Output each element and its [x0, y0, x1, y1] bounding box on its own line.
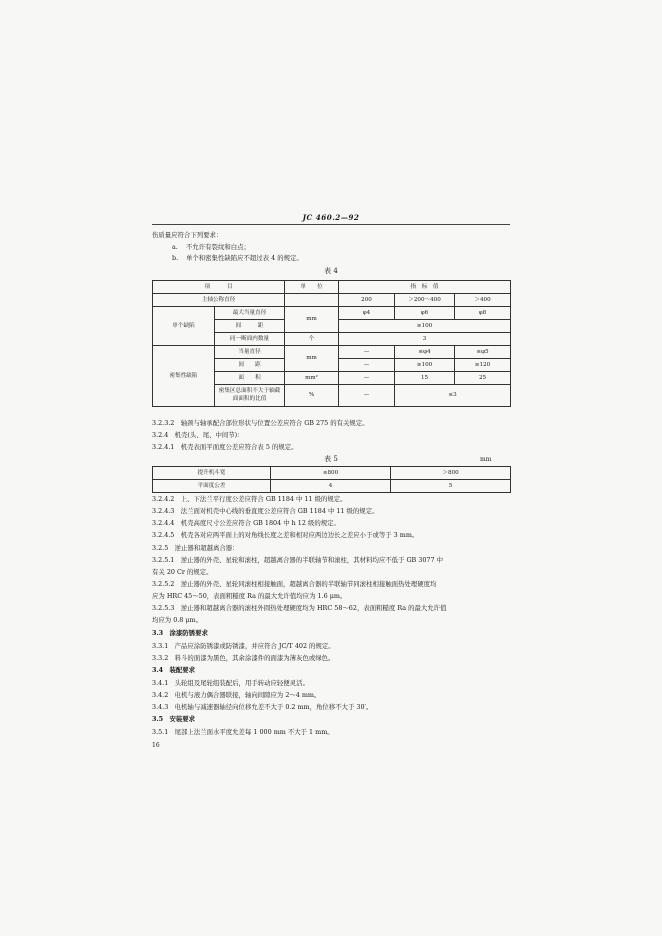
- t4-cell: —: [339, 346, 395, 359]
- section-heading: 3.4 装配要求: [152, 666, 196, 674]
- paragraph: 3.4.2 电机与液力偶合器联接，轴向间隙应为 2～4 mm。: [152, 691, 321, 699]
- t4-row-name: 同一断面内数量: [215, 333, 285, 346]
- item-a-mark: a.: [172, 243, 178, 251]
- t5-cell: 4: [271, 480, 391, 493]
- paragraph: 3.2.4 机壳(头、尾、中间节)：: [152, 431, 244, 439]
- t4-cell: ＞400: [455, 294, 511, 307]
- paragraph: 3.2.5.2 逆止器的外壳、星轮同滚柱相接触面，超越离合器的半联轴节同滚柱相接触面热处理硬度均: [152, 580, 437, 588]
- t4-dense-label: 密集性缺陷: [153, 346, 215, 407]
- item-b-text: 单个和密集性缺陷应不超过表 4 的规定。: [186, 254, 303, 262]
- t4-cell: ≥100: [395, 359, 455, 372]
- paragraph: 均应为 0.8 μm。: [152, 616, 203, 624]
- t4-row-name: 密集区总面积不大于轴截面面积的比值: [215, 385, 285, 407]
- t4-cell: 15: [395, 372, 455, 385]
- t4-unit: mm²: [285, 372, 339, 385]
- t4-cell: φ6: [395, 307, 455, 320]
- t4-row-name: 最大当量直径: [215, 307, 285, 320]
- t4-diam-unit: [285, 294, 339, 307]
- paragraph: 应为 HRC 45～50，表面粗糙度 Ra 的最大允许值均应为 1.6 μm。: [152, 592, 347, 600]
- page-header: JC 460.2—92: [302, 213, 360, 222]
- item-a-text: 不允许有裂纹和白点；: [186, 243, 250, 251]
- paragraph: 3.5.1 尾部上法兰面水平度允差每 1 000 mm 不大于 1 mm。: [152, 728, 334, 736]
- paragraph: 3.2.5.3 逆止器和超越离合器的滚柱外圆热处理硬度均为 HRC 58～62，表面粗糙度 Ra 的最大允许值: [152, 604, 447, 612]
- t4-single-label: 单个缺陷: [153, 307, 215, 346]
- paragraph: 3.4.1 头轮组及尾轮组装配后，用手转动应轻便灵活。: [152, 679, 309, 687]
- t4-row-name: 当量直径: [215, 346, 285, 359]
- t4-diam-label: 主轴公称直径: [153, 294, 285, 307]
- paragraph: 3.2.5.1 逆止器的外壳、星轮和滚柱，超越离合器的半联轴节和滚柱，其材料均应不低于 GB 3077 中: [152, 556, 443, 564]
- t4-header-index: 指 标 值: [339, 281, 511, 294]
- paragraph: 3.4.3 电机轴与减速器轴径向位移允差不大于 0.2 mm，角位移不大于 30′。: [152, 703, 373, 711]
- paragraph: 有关 20 Cr 的规定。: [152, 568, 213, 576]
- t5-cell: 5: [391, 480, 511, 493]
- paragraph: 3.2.4.5 机壳各对应两平面上的对角线长度之差和相对应两边边长之差应小于或等于 3 mm。: [152, 531, 419, 539]
- t5-row-label: 提升机斗宽: [153, 467, 271, 480]
- t4-row-name: 面 积: [215, 372, 285, 385]
- t4-cell: φ8: [455, 307, 511, 320]
- paragraph: 3.2.4.4 机壳高度尺寸公差应符合 GB 1804 中 h 12 级的规定。: [152, 519, 340, 527]
- t4-header-item: 项 目: [153, 281, 285, 294]
- paragraph: 3.2.4.1 机壳表面平面度公差应符合表 5 的规定。: [152, 443, 298, 451]
- section-heading: 3.3 涂漆防锈要求: [152, 629, 208, 637]
- t4-cell: 3: [339, 333, 511, 346]
- table5-caption: 表 5: [324, 455, 338, 463]
- t4-cell: 25: [455, 372, 511, 385]
- item-b-mark: b.: [172, 254, 179, 262]
- header-rule: [152, 224, 510, 225]
- paragraph: 3.2.5 逆止器和超越离合器：: [152, 544, 239, 552]
- t5-cell: ＞800: [391, 467, 511, 480]
- page-number: 16: [152, 742, 160, 749]
- t4-cell: ≤φ4: [395, 346, 455, 359]
- paragraph: 3.3.1 产品应涂防锈漆或防锈漆，并应符合 JC/T 402 的规定。: [152, 642, 335, 650]
- t4-unit: 个: [285, 333, 339, 346]
- paragraph: 3.2.3.2 轴颈与轴承配合部位形状与位置公差应符合 GB 275 的有关规定。: [152, 419, 369, 427]
- t4-cell: φ4: [339, 307, 395, 320]
- t4-row-name: 间 距: [215, 320, 285, 333]
- t4-cell: ≤3: [395, 385, 511, 407]
- t4-cell: ≥120: [455, 359, 511, 372]
- t4-cell: ＞200～400: [395, 294, 455, 307]
- t4-cell: —: [339, 372, 395, 385]
- t4-cell: —: [339, 385, 395, 407]
- t4-cell: —: [339, 359, 395, 372]
- t4-row-name: 间 距: [215, 359, 285, 372]
- table4-caption: 表 4: [324, 267, 338, 275]
- paragraph: 3.2.4.2 上、下法兰平行度公差应符合 GB 1184 中 11 级的规定。: [152, 495, 347, 503]
- t5-row-label: 平面度公差: [153, 480, 271, 493]
- t4-cell: ≤φ5: [455, 346, 511, 359]
- table5-unit: mm: [480, 456, 492, 463]
- t4-unit-mm: mm: [285, 346, 339, 372]
- t4-cell: 200: [339, 294, 395, 307]
- section-heading: 3.5 安装要求: [152, 715, 196, 723]
- t5-cell: ≤800: [271, 467, 391, 480]
- paragraph: 3.2.4.3 法兰面对机壳中心线的垂直度公差应符合 GB 1184 中 11 级的规定。: [152, 507, 379, 515]
- t4-unit-mm: mm: [285, 307, 339, 333]
- t4-header-unit: 单 位: [285, 281, 339, 294]
- paragraph: 3.3.2 料斗的面漆为黑色，其余涂漆件的面漆为薄灰色或绿色。: [152, 654, 335, 662]
- table-4: [152, 280, 511, 407]
- table-5: [152, 466, 511, 493]
- t4-cell: ≥100: [339, 320, 511, 333]
- t4-unit: %: [285, 385, 339, 407]
- intro-line: 伤质量应符合下列要求：: [152, 231, 223, 239]
